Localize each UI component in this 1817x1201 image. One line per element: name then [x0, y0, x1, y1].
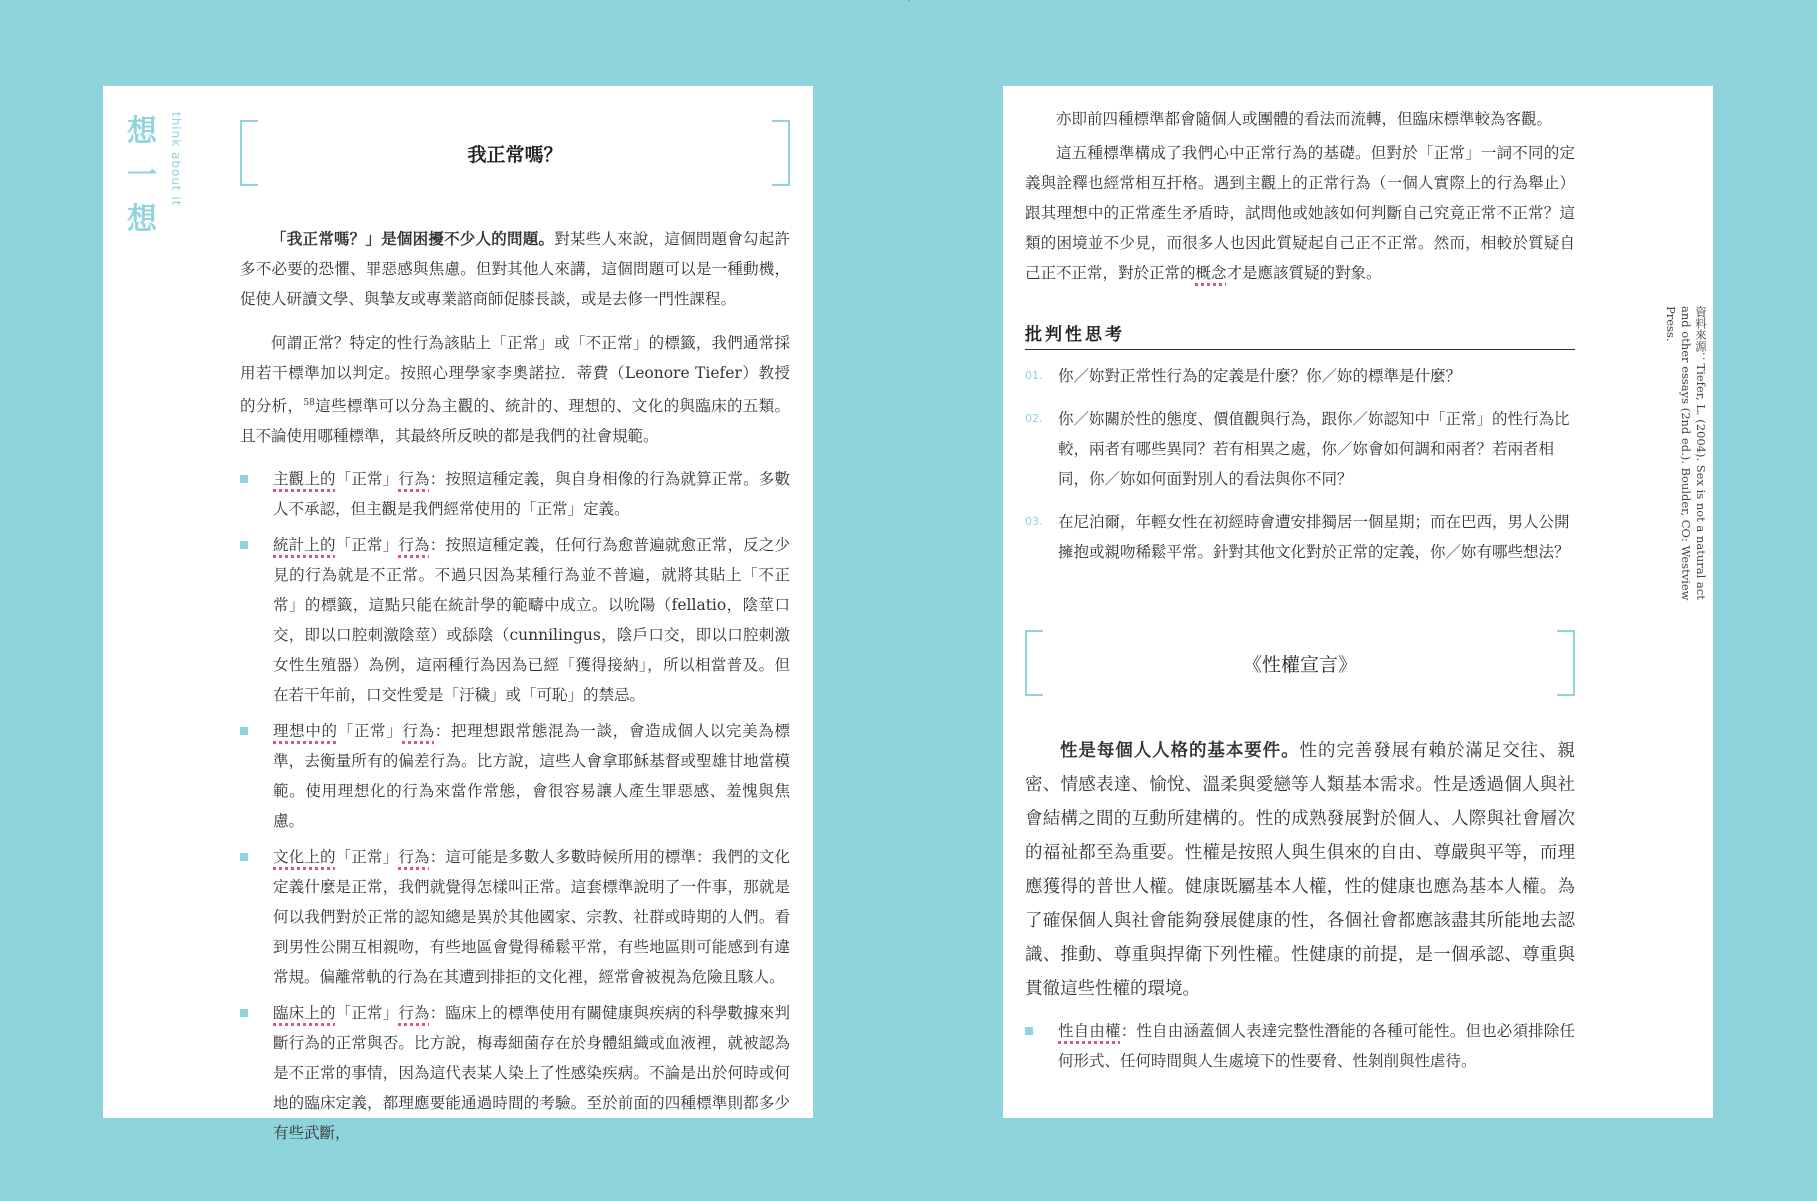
- term-prefix: 統計上的: [273, 536, 336, 554]
- declaration-paragraph: [1025, 734, 1575, 1006]
- bullet-square-icon: [240, 727, 248, 735]
- list-item: [1025, 1016, 1575, 1076]
- term-prefix: 主觀上的: [273, 470, 336, 488]
- bullet-text: ：按照這種定義，任何行為愈普遍就愈正常，反之少見的行為就是不正常。不過只因為某種行為並不普遍，就將其貼上「不正常」的標籤，這點只能在統計學的範疇中成立。以吮陽（fellatio，陰莖口交，即以口腔刺激陰莖）或舔陰（cunnilingus，陰戶口交，即以口腔刺激女性生殖器）為例，這兩種行為因為已經「獲得接納」，所以相當普及。但在若干年前，口交性愛是「汙穢」或「可恥」的禁忌。: [273, 536, 790, 704]
- term-suffix: 行為: [398, 848, 430, 866]
- side-char: 想: [127, 114, 157, 149]
- cont-paragraph-1: 亦即前四種標準都會隨個人或團體的看法而流轉，但臨床標準較為客觀。: [1056, 110, 1553, 128]
- question-number: 03.: [1025, 515, 1043, 528]
- bullet-text: ：把理想跟常態混為一談，會造成個人以完美為標準，去衡量所有的偏差行為。比方說，這些人會拿耶穌基督或聖雄甘地當模範。使用理想化的行為來當作常態，會很容易讓人產生罪惡感、羞愧與焦慮。: [273, 722, 790, 830]
- right-text: ：性自由涵蓋個人表達完整性潛能的各種可能性。但也必須排除任何形式、任何時間與人生處境下的性要脅、性剝削與性虐待。: [1058, 1022, 1575, 1070]
- question-text: 你／妳關於性的態度、價值觀與行為，跟你／妳認知中「正常」的性行為比較，兩者有哪些異同？若有相異之處，你／妳會如何調和兩者？若兩者相同，你／妳如何面對別人的看法與你不同？: [1058, 410, 1570, 488]
- box-title: 我正常嗎？: [467, 144, 563, 166]
- side-label-en: think about it: [169, 112, 183, 207]
- bullet-text: ：這可能是多數人多數時候所用的標準：我們的文化定義什麼是正常，我們就覺得怎樣叫正常。這套標準說明了一件事，那就是何以我們對於正常的認知總是異於其他國家、宗教、社群或時期的人們。看到男性公開互相親吻，有些地區會覺得稀鬆平常，有些地區則可能感到有違常規。偏離常軌的行為在其遭到排拒的文化裡，經常會被視為危險且駭人。: [273, 848, 790, 986]
- question-number: 02.: [1025, 412, 1043, 425]
- intro-rest: 對某些人來說，這個問題會勾起許多不必要的恐懼、罪惡感與焦慮。但對其他人來講，這個問題可以是一種動機，促使人研讀文學、與摯友或專業諮商師促膝長談，或是去修一門性課程。: [240, 230, 790, 308]
- term-quote: 「正常」: [335, 536, 399, 554]
- bullet-square-icon: [240, 541, 248, 549]
- term-suffix: 行為: [398, 470, 430, 488]
- term-prefix: 文化上的: [273, 848, 336, 866]
- term-quote: 「正常」: [335, 1004, 399, 1022]
- continued-text: [1025, 104, 1575, 302]
- criteria-paragraph: [240, 328, 790, 451]
- side-label-zh: [125, 110, 159, 242]
- bullet-square-icon: [240, 1009, 248, 1017]
- term-quote: 「正常」: [337, 722, 403, 740]
- fold-mark: ˊ: [906, 0, 911, 11]
- intro-paragraph: [240, 224, 790, 314]
- criteria-list: [240, 464, 790, 1154]
- bullet-square-icon: [240, 853, 248, 861]
- term-quote: 「正常」: [335, 848, 399, 866]
- list-item: [240, 464, 790, 524]
- question-text: 在尼泊爾，年輕女性在初經時會遭安排獨居一個星期；而在巴西，男人公開擁抱或親吻稀鬆平常。針對其他文化對於正常的定義，你／妳有哪些想法？: [1058, 513, 1570, 561]
- source-note: 資料來源：Tiefer, L. (2004). Sex is not a natural act and other essays (2nd ed.). Boulder, CO: Westview Press.: [1664, 306, 1708, 601]
- question-number: 01.: [1025, 369, 1043, 382]
- para2-b: 這些標準可以分為主觀的、統計的、理想的、文化的與臨床的五類。且不論使用哪種標準，其最終所反映的都是我們的社會規範。: [240, 397, 790, 446]
- list-item: [240, 716, 790, 836]
- term-suffix: 行為: [398, 536, 430, 554]
- term-suffix: 行為: [402, 722, 435, 740]
- right-page: [1003, 86, 1713, 1118]
- question-text: 你／妳對正常性行為的定義是什麼？你／妳的標準是什麼？: [1058, 367, 1462, 385]
- bullet-text: ：按照這種定義，與自身相像的行為就算正常。多數人不承認，但主觀是我們經常使用的「正常」定義。: [273, 470, 790, 518]
- bullet-square-icon: [240, 475, 248, 483]
- left-body-text: [240, 224, 790, 465]
- right-term: 性自由權: [1058, 1022, 1121, 1040]
- declaration-title: 《性權宣言》: [1242, 654, 1357, 676]
- left-page: [103, 86, 813, 1142]
- para2-a: 何謂正常？特定的性行為該貼上「正常」或「不正常」的標籤，我們通常採用若干標準加以判定。按照心理學家李奧諾拉．蒂費（Leonore Tiefer）教授的分析，: [240, 334, 790, 416]
- term-quote: 「正常」: [335, 470, 399, 488]
- question-item: [1025, 507, 1575, 567]
- question-item: [1025, 404, 1575, 494]
- declaration-title-box: [1025, 630, 1575, 696]
- question-item: [1025, 361, 1575, 391]
- side-label: [125, 110, 195, 237]
- bullet-square-icon: [1025, 1027, 1033, 1035]
- bullet-text: ：臨床上的標準使用有關健康與疾病的科學數據來判斷行為的正常與否。比方說，梅毒細菌存在於身體組織或血液裡，就被認為是不正常的事情，因為這代表某人染上了性感染疾病。不論是出於何時或何地的臨床定義，都理應要能通過時間的考驗。至於前面的四種標準則都多少有些武斷，: [273, 1004, 790, 1142]
- list-item: [240, 998, 790, 1148]
- rights-list: [1025, 1016, 1575, 1082]
- side-char: 想: [127, 202, 157, 237]
- list-item: [240, 842, 790, 992]
- concept-term: 概念: [1195, 264, 1227, 282]
- term-prefix: 臨床上的: [273, 1004, 336, 1022]
- cont-paragraph-2: [1025, 138, 1575, 288]
- cont-para2-a: 這五種標準構成了我們心中正常行為的基礎。但對於「正常」一詞不同的定義與詮釋也經常相互扞格。遇到主觀上的正常行為（一個人實際上的行為舉止）跟其理想中的正常產生矛盾時，試問他或她該如何判斷自己究竟正常不正常？這類的困境並不少見，而很多人也因此質疑起自己正不正常。然而，相較於質疑自己正不正常，對於正常的: [1025, 144, 1575, 282]
- side-char: 一: [127, 158, 157, 193]
- declaration-rest: 性的完善發展有賴於滿足交往、親密、情感表達、愉悅、溫柔與愛戀等人類基本需求。性是透過個人與社會結構之間的互動所建構的。性的成熟發展對於個人、人際與社會層次的福祉都至為重要。性權是按照人與生俱來的自由、尊嚴與平等，而理應獲得的普世人權。健康既屬基本人權，性的健康也應為基本人權。為了確保個人與社會能夠發展健康的性，各個社會都應該盡其所能地去認識、推動、尊重與捍衛下列性權。性健康的前提，是一個承認、尊重與貫徹這些性權的環境。: [1025, 741, 1576, 999]
- question-list: [1025, 361, 1575, 580]
- declaration-lead: 性是每個人人格的基本要件。: [1060, 741, 1300, 761]
- list-item: [240, 530, 790, 710]
- declaration-text: [1025, 734, 1575, 1006]
- critical-thinking-heading: 批判性思考: [1025, 320, 1575, 350]
- title-box: [240, 120, 790, 186]
- cont-para2-b: 才是應該質疑的對象。: [1226, 264, 1382, 282]
- footnote-ref: 58: [303, 398, 315, 408]
- term-prefix: 理想中的: [273, 722, 338, 740]
- term-suffix: 行為: [398, 1004, 430, 1022]
- intro-lead: 「我正常嗎？」是個困擾不少人的問題。: [271, 229, 555, 248]
